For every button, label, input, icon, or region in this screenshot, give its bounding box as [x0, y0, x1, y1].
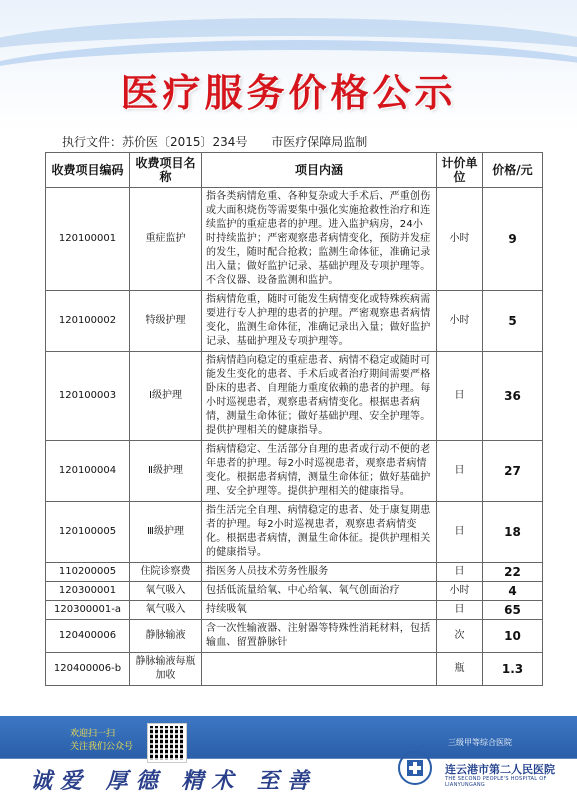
scan-line-1: 欢迎扫一扫 — [70, 729, 116, 739]
row-name: 静脉输液每瓶加收 — [130, 653, 202, 686]
table-body — [46, 188, 543, 686]
row-code: 120100003 — [46, 352, 130, 441]
page-title: 医疗服务价格公示 — [120, 71, 457, 115]
hospital-motto: 诚爱 厚德 精术 至善 — [30, 768, 317, 793]
row-content — [202, 653, 437, 686]
row-unit: 小时 — [437, 582, 483, 601]
table-row — [46, 653, 543, 686]
row-code: 120100004 — [46, 441, 130, 502]
row-code: 120400006-b — [46, 653, 130, 686]
row-unit: 日 — [437, 601, 483, 620]
row-unit: 日 — [437, 502, 483, 563]
table-row — [46, 188, 543, 291]
table-row — [46, 502, 543, 563]
scan-line-2: 关注我们公众号 — [70, 742, 134, 752]
table-header-row — [46, 153, 543, 188]
row-code: 120400006 — [46, 620, 130, 653]
row-unit: 日 — [437, 352, 483, 441]
row-content: 包括低流量给氧、中心给氧、氧气创面治疗 — [202, 582, 437, 601]
table-row — [46, 291, 543, 352]
table-row — [46, 582, 543, 601]
row-code: 120300001 — [46, 582, 130, 601]
row-content: 指医务人员技术劳务性服务 — [202, 563, 437, 582]
table-row — [46, 441, 543, 502]
hospital-logo-icon — [392, 746, 438, 786]
row-price: 18 — [483, 502, 543, 563]
document-reference-line — [62, 133, 387, 150]
row-code: 120100002 — [46, 291, 130, 352]
row-name: 特级护理 — [130, 291, 202, 352]
header-unit: 计价单位 — [437, 153, 483, 188]
row-price: 65 — [483, 601, 543, 620]
header-content: 项目内涵 — [202, 153, 437, 188]
footer — [0, 716, 577, 793]
table-row — [46, 620, 543, 653]
row-unit: 小时 — [437, 188, 483, 291]
row-unit: 日 — [437, 563, 483, 582]
doc-ref: 执行文件：苏价医〔2015〕234号 — [62, 135, 248, 149]
price-table — [45, 152, 543, 686]
row-price: 1.3 — [483, 653, 543, 686]
hospital-level: 三级甲等综合医院 — [448, 738, 512, 747]
row-unit: 次 — [437, 620, 483, 653]
row-price: 4 — [483, 582, 543, 601]
row-name: 住院诊察费 — [130, 563, 202, 582]
row-name: 氧气吸入 — [130, 582, 202, 601]
row-content: 指病情趋向稳定的重症患者、病情不稳定或随时可能发生变化的患者、手术后或者治疗期间需要严格卧床的患者、自理能力重度依赖的患者的护理。每小时巡视患者，观察患者病情变化。根据患者病情，测量生命体征；做好基础护理、安全护理等。提供护理相关的健康指导。 — [202, 352, 437, 441]
row-name: 重症监护 — [130, 188, 202, 291]
row-price: 5 — [483, 291, 543, 352]
row-price: 10 — [483, 620, 543, 653]
row-code: 120100005 — [46, 502, 130, 563]
row-content: 指生活完全自理、病情稳定的患者、处于康复期患者的护理。每2小时巡视患者，观察患者病情变化。根据患者病情，测量生命体征。提供护理相关的健康指导。 — [202, 502, 437, 563]
header-code: 收费项目编码 — [46, 153, 130, 188]
row-unit: 日 — [437, 441, 483, 502]
row-code: 110200005 — [46, 563, 130, 582]
row-name: 静脉输液 — [130, 620, 202, 653]
row-content: 持续吸氧 — [202, 601, 437, 620]
row-content: 指各类病情危重、各种复杂或大手术后、严重创伤或大面积烧伤等需要集中强化实施抢救性治疗和连续监护的重症患者的护理。进入监护病房，24小时持续监护；严密观察患者病情变化，预防并发症的发生，随时配合抢救；监测生命体征，准确记录出入量；做好监护记录、基础护理及专项护理等。不含仪器、设备监测和监护。 — [202, 188, 437, 291]
row-price: 22 — [483, 563, 543, 582]
row-price: 27 — [483, 441, 543, 502]
scan-prompt — [70, 728, 133, 754]
row-name: 氧气吸入 — [130, 601, 202, 620]
table-row — [46, 352, 543, 441]
supervisor: 市医疗保障局监制 — [271, 135, 368, 149]
row-code: 120100001 — [46, 188, 130, 291]
row-unit: 小时 — [437, 291, 483, 352]
qr-code-icon — [148, 724, 186, 762]
header-price: 价格/元 — [483, 153, 543, 188]
hospital-english-name: THE SECOND PEOPLE'S HOSPITAL OF LIANYUNGANG — [445, 776, 547, 788]
row-price: 9 — [483, 188, 543, 291]
row-name: Ⅲ级护理 — [130, 502, 202, 563]
table-row — [46, 563, 543, 582]
row-content: 指病情稳定、生活部分自理的患者或行动不便的老年患者的护理。每2小时巡视患者，观察患者病情变化。根据患者病情，测量生命体征；做好基础护理、安全护理等。提供护理相关的健康指导。 — [202, 441, 437, 502]
row-name: Ⅱ级护理 — [130, 441, 202, 502]
row-code: 120300001-a — [46, 601, 130, 620]
hospital-name: 连云港市第二人民医院 — [445, 763, 555, 776]
row-name: Ⅰ级护理 — [130, 352, 202, 441]
row-content: 指病情危重，随时可能发生病情变化或特殊疾病需要进行专人护理的患者的护理。严密观察患者病情变化，监测生命体征，准确记录出入量；做好监护记录、基础护理及专项护理等。 — [202, 291, 437, 352]
row-price: 36 — [483, 352, 543, 441]
row-content: 含一次性输液器、注射器等特殊性消耗材料，包括输血、留置静脉针 — [202, 620, 437, 653]
row-unit: 瓶 — [437, 653, 483, 686]
header-name: 收费项目名称 — [130, 153, 202, 188]
table-row — [46, 601, 543, 620]
